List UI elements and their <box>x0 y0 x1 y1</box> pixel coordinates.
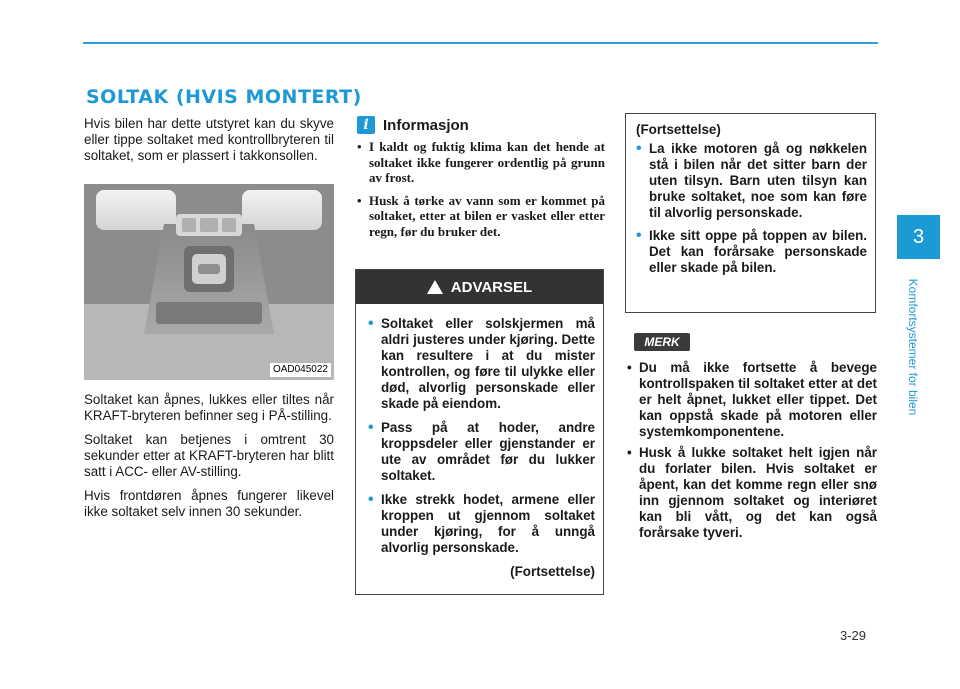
note-list <box>625 360 877 546</box>
note-item: • Husk å lukke soltaket helt igjen når du forlater bilen. Hvis soltaket er åpent, kan det komme regn eller snø inn gjennom soltaket og interiøret kan bli vått, og det kan også forårsake tyveri. <box>625 445 877 541</box>
warning-list <box>356 304 603 556</box>
page-number: 3-29 <box>840 628 867 643</box>
chapter-number-tab: 3 <box>897 215 940 259</box>
information-item: • Husk å tørke av vann som er kommet på soltaket, etter at bilen er vasket eller etter regn, før du bruker det. <box>357 193 605 240</box>
intro-paragraph: Hvis bilen har dette utstyret kan du skyve eller tippe soltaket med kontrollbryteren til soltaket, som er plassert i takkonsollen. <box>84 116 334 163</box>
continuation-item: • Ikke sitt oppe på toppen av bilen. Det kan forårsake personskade eller skade på bilen. <box>636 228 867 276</box>
section-title: SOLTAK (HVIS MONTERT) <box>86 86 362 108</box>
top-rule <box>83 42 878 44</box>
paragraph-power-switch: Soltaket kan åpnes, lukkes eller tiltes når KRAFT-bryteren befinner seg i PÅ-stilling. <box>84 392 334 423</box>
information-item: • I kaldt og fuktig klima kan det hende at soltaket ikke fungerer ordentlig på grunn av frost. <box>357 139 605 186</box>
warning-item: • Soltaket eller solskjermen må aldri justeres under kjøring. Dette kan resultere i at du mister kontrollen, og føre til ulykke eller død, alvorlig personskade eller skade på eiendom. <box>368 316 595 412</box>
chapter-title-side <box>903 262 923 432</box>
chapter-title-label: Komfortsystemer for bilen <box>906 278 920 416</box>
warning-item: • Ikke strekk hodet, armene eller kroppen ut gjennom soltaket under kjøring, for å unngå alvorlig personskade. <box>368 492 595 556</box>
continuation-item: • La ikke motoren gå og nøkkelen stå i bilen når det sitter barn der uten tilsyn. Barn uten tilsyn kan bruke soltaket, noe som kan føre til alvorlig personskade. <box>636 141 867 221</box>
information-heading <box>357 116 469 134</box>
continuation-label: (Fortsettelse) <box>636 122 721 137</box>
warning-item: • Pass på at hoder, andre kroppsdeler eller gjenstander er ute av området før du lukker soltaket. <box>368 420 595 484</box>
paragraph-front-door: Hvis frontdøren åpnes fungerer likevel ikke soltaket selv innen 30 sekunder. <box>84 488 334 519</box>
information-title: Informasjon <box>383 116 469 134</box>
warning-title: ADVARSEL <box>450 278 533 296</box>
image-code-label: OAD045022 <box>270 363 331 377</box>
information-list <box>357 139 605 246</box>
note-badge: MERK <box>634 333 690 351</box>
sunroof-console-photo <box>84 184 334 380</box>
main-text-column <box>84 116 334 528</box>
note-item: • Du må ikke fortsette å bevege kontrollspaken til soltaket etter at det er helt åpnet, lukket eller tippet. Det kan oppstå skade på motoren eller systemkomponentene. <box>625 360 877 440</box>
warning-header <box>356 270 603 304</box>
info-icon: i <box>357 116 375 134</box>
overhead-console-illustration <box>84 184 334 380</box>
paragraph-30-seconds: Soltaket kan betjenes i omtrent 30 sekunder etter at KRAFT-bryteren har blitt satt i ACC- eller AV-stilling. <box>84 432 334 479</box>
continuation-list <box>636 141 867 276</box>
warning-continuation-box <box>625 113 876 313</box>
warning-triangle-icon <box>427 280 443 294</box>
warning-continued-label: (Fortsettelse) <box>510 564 595 579</box>
warning-box <box>355 269 604 595</box>
